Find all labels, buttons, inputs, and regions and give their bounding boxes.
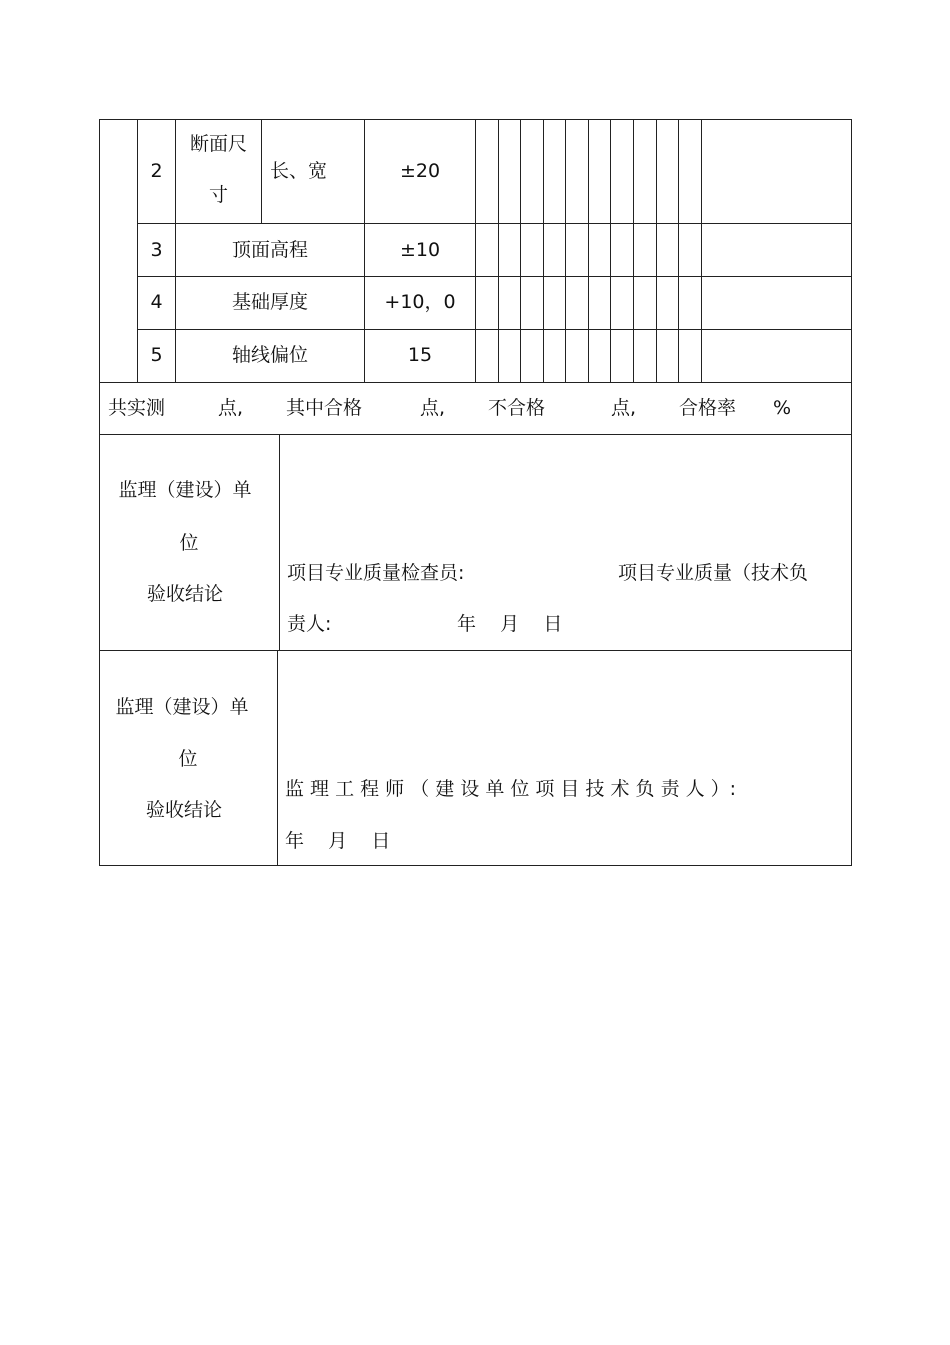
tolerance-value: ±20 <box>399 160 441 182</box>
section-label: 验收结论 <box>145 799 222 821</box>
supervisor-label: 监 理 工 程 师 （ 建 设 单 位 项 目 技 术 负 责 人 ）: <box>285 778 737 800</box>
col-separator <box>261 119 262 223</box>
summary-unit: 点, <box>218 397 244 419</box>
col-separator <box>610 119 611 382</box>
col-separator <box>475 119 476 382</box>
inspector-label: 项目专业质量检查员: <box>287 562 465 584</box>
item-name: 寸 <box>208 184 228 206</box>
item-name: 基础厚度 <box>231 291 308 313</box>
item-name: 断面尺 <box>189 133 247 155</box>
col-separator <box>588 119 589 382</box>
col-separator <box>279 434 280 650</box>
row-separator <box>137 329 852 330</box>
summary-qualified-label: 其中合格 <box>286 397 363 419</box>
item-name: 轴线偏位 <box>231 344 308 366</box>
row-number: 4 <box>150 291 163 313</box>
summary-rate-label: 合格率 <box>679 397 737 419</box>
col-separator <box>498 119 499 382</box>
col-separator <box>678 119 679 382</box>
summary-unqualified-label: 不合格 <box>488 397 546 419</box>
item-name: 顶面高程 <box>231 239 308 261</box>
row-separator <box>137 276 852 277</box>
row-number: 5 <box>150 344 163 366</box>
row-number: 3 <box>150 239 163 261</box>
tolerance-value: 15 <box>407 344 433 366</box>
section-label: 验收结论 <box>146 583 223 605</box>
section-label: 位 <box>178 748 198 770</box>
row-separator <box>99 382 852 383</box>
col-separator <box>277 650 278 866</box>
row-separator <box>99 650 852 651</box>
summary-total-label: 共实测 <box>108 397 166 419</box>
row-separator <box>137 223 852 224</box>
date-field: 年 月 日 <box>285 830 391 852</box>
table-right-border <box>851 119 852 866</box>
col-separator <box>543 119 544 382</box>
col-separator <box>701 119 702 382</box>
section-label: 位 <box>179 532 199 554</box>
summary-unit: 点, <box>611 397 637 419</box>
tolerance-value: +10，0 <box>384 291 456 313</box>
col-separator <box>565 119 566 382</box>
sub-item-name: 长、宽 <box>270 160 328 182</box>
summary-unit: 点, <box>420 397 446 419</box>
section-label: 监理（建设）单 <box>115 696 249 718</box>
responsible-person-label: 责人: <box>287 613 332 635</box>
row-number: 2 <box>150 160 163 182</box>
tolerance-value: ±10 <box>399 239 441 261</box>
quality-manager-label: 项目专业质量（技术负 <box>618 562 809 584</box>
col-separator <box>633 119 634 382</box>
date-field: 年 月 日 <box>457 613 563 635</box>
section-label: 监理（建设）单 <box>118 479 252 501</box>
summary-percent: % <box>773 397 792 419</box>
col-separator <box>656 119 657 382</box>
col-separator <box>520 119 521 382</box>
table-bottom-border <box>99 865 852 866</box>
row-separator <box>99 434 852 435</box>
